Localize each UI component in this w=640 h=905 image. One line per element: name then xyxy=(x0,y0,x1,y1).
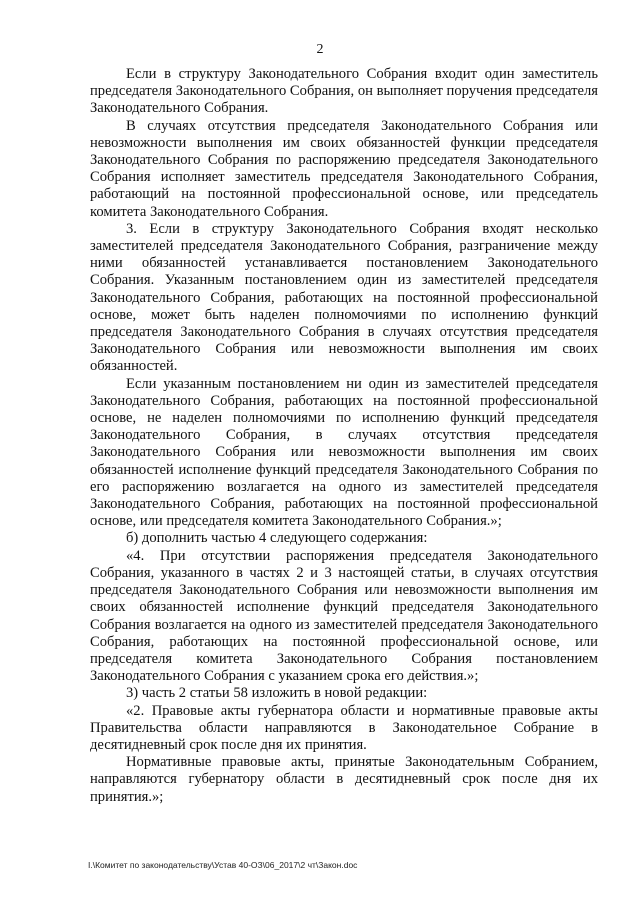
paragraph: 3) часть 2 статьи 58 изложить в новой редакции: xyxy=(126,685,428,702)
page-number: 2 xyxy=(316,42,324,57)
document-body xyxy=(90,66,598,806)
paragraph: «4. При отсутствии распоряжения председателя Законодательного Собрания, указанного в частях 2 и 3 настоящей статьи, в случаях отсутствия председателя Законодательного Собрания или невозможности выполнения им своих обязанностей исполнение функций председателя Законодательного Собрания возлагается на одного из заместителей председателя Законодательного Собрания, работающих на постоянной профессиональной основе, или председателя комитета Законодательного Собрания постановлением Законодательного Собрания с указанием срока его действия.»; xyxy=(90,547,598,685)
paragraph: б) дополнить частью 4 следующего содержания: xyxy=(126,530,428,547)
paragraph: В случаях отсутствия председателя Законодательного Собрания или невозможности выполнения им своих обязанностей функции председателя Законодательного Собрания по распоряжению председателя Законодательного Собрания исполняет заместитель председателя Законодательного Собрания, работающий на постоянной профессиональной основе, или председатель комитета Законодательного Собрания. xyxy=(90,117,598,220)
paragraph: Если в структуру Законодательного Собрания входит один заместитель председателя Законодательного Собрания, он выполняет поручения председателя Законодательного Собрания. xyxy=(90,66,598,117)
file-path-footer: I.\Комитет по законодательству\Устав 40-ОЗ\06_2017\2 чт\Закон.doc xyxy=(88,860,358,870)
paragraph: 3. Если в структуру Законодательного Собрания входят несколько заместителей председателя Законодательного Собрания, разграничение между ними обязанностей устанавливается постановлением Законодательного Собрания. Указанным постановлением один из заместителей председателя Законодательного Собрания, работающих на постоянной профессиональной основе, может быть наделен полномочиями по исполнению функций председателя Законодательного Собрания в случаях отсутствия председателя Законодательного Собрания или невозможности выполнения им своих обязанностей. xyxy=(90,220,598,375)
paragraph: Если указанным постановлением ни один из заместителей председателя Законодательного Собрания, работающих на постоянной профессиональной основе, не наделен полномочиями по исполнению функций председателя Законодательного Собрания, в случаях отсутствия председателя Законодательного Собрания или невозможности выполнения им своих обязанностей исполнение функций председателя Законодательного Собрания по его распоряжению возлагается на одного из заместителей председателя Законодательного Собрания, работающих на постоянной профессиональной основе, или председателя комитета Законодательного Собрания.»; xyxy=(90,375,598,530)
paragraph: «2. Правовые акты губернатора области и нормативные правовые акты Правительства области направляются в Законодательное Собрание в десятидневный срок после дня их принятия. xyxy=(90,702,598,753)
paragraph: Нормативные правовые акты, принятые Законодательным Собранием, направляются губернатору области в десятидневный срок после дня их принятия.»; xyxy=(90,754,598,805)
